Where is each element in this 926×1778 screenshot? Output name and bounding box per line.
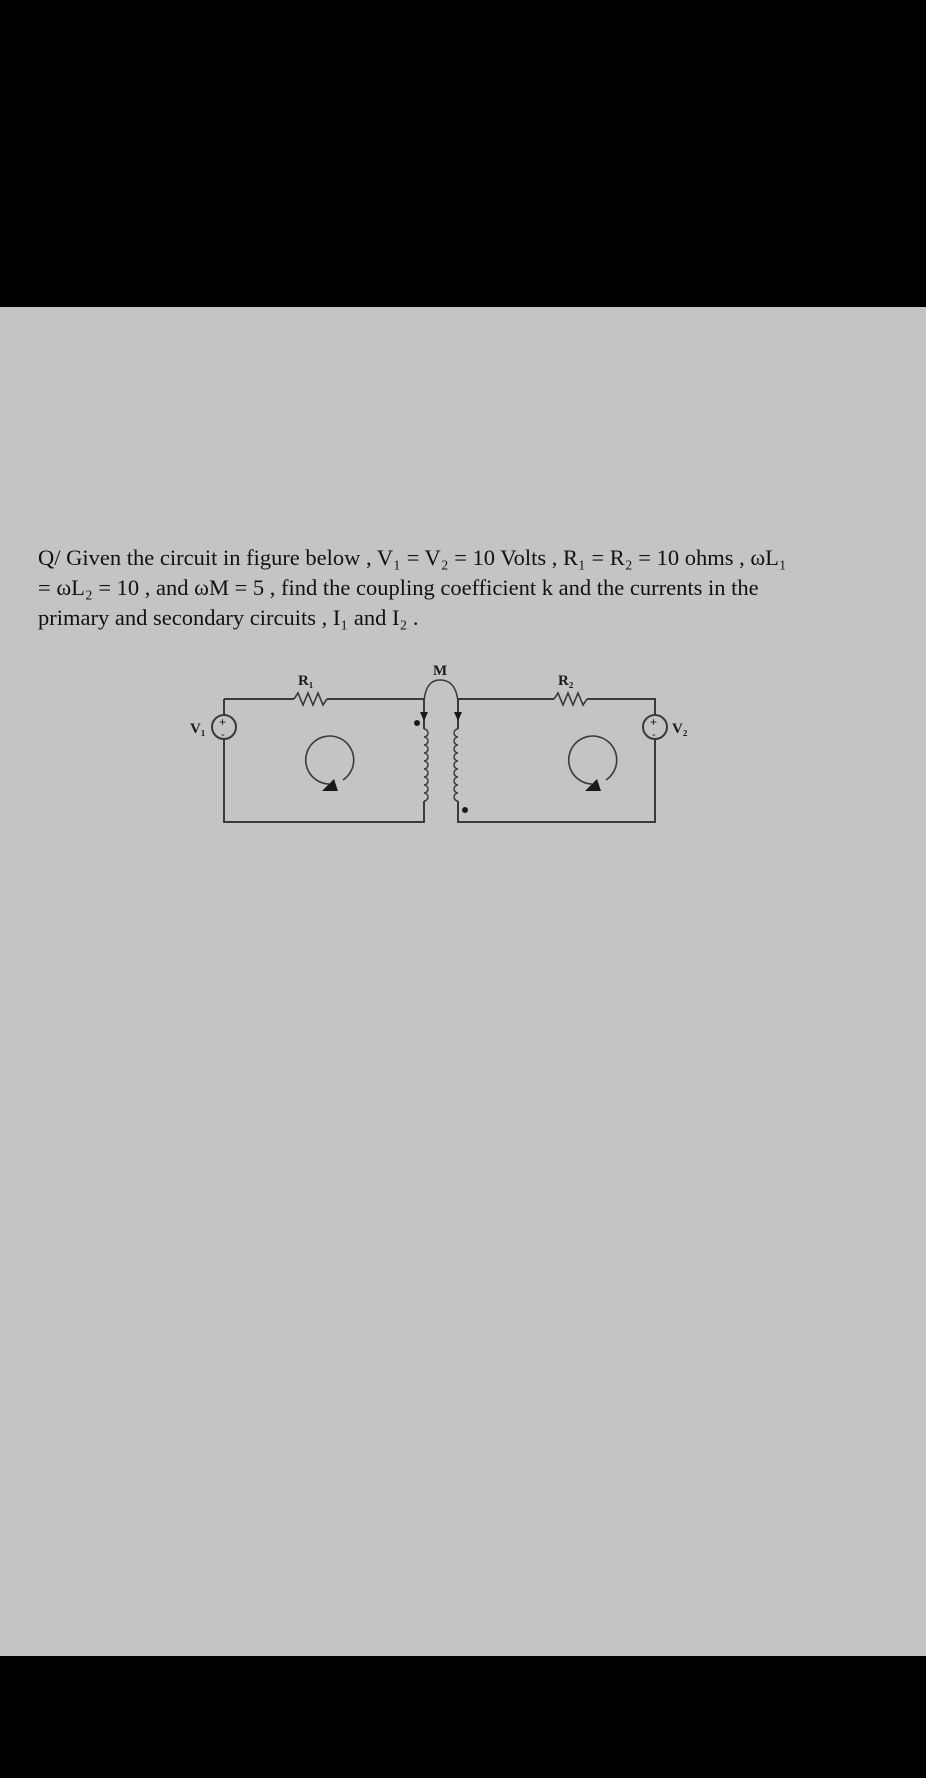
question-text: [38, 543, 888, 633]
v1-plus-sign: +: [219, 715, 227, 729]
circuit-diagram: [160, 649, 688, 849]
question-line-3: primary and secondary circuits , I₁ and I₂ .: [38, 605, 419, 630]
primary-coil: [424, 729, 428, 801]
label-v2: V₂: [672, 721, 688, 737]
label-r1: R₁: [298, 673, 314, 689]
bottom-black-bar: [0, 1656, 926, 1778]
primary-wire-top-right: [327, 699, 424, 729]
v2-minus-sign: -: [652, 729, 656, 741]
loop-current-i1-arrowhead: [322, 779, 338, 791]
mutual-arrowhead-left: [420, 712, 428, 721]
loop-current-i2-arrowhead: [585, 779, 601, 791]
primary-wire-left-lower: [224, 739, 424, 822]
primary-polarity-dot: [414, 720, 420, 726]
question-line-2: = ωL₂ = 10 , and ωM = 5 , find the coupling coefficient k and the currents in the: [38, 575, 759, 600]
secondary-polarity-dot: [462, 807, 468, 813]
mutual-inductance-arc: [424, 680, 458, 714]
question-line-1: Q/ Given the circuit in figure below , V₁ = V₂ = 10 Volts , R₁ = R₂ = 10 ohms , ωL₁: [38, 545, 787, 570]
v1-minus-sign: -: [221, 729, 225, 741]
secondary-coil: [454, 729, 458, 801]
label-r2: R₂: [558, 673, 574, 689]
top-black-bar: [0, 0, 926, 307]
loop-current-i2-arc: [569, 736, 617, 784]
mutual-arrowhead-right: [454, 712, 462, 721]
label-v1: V₁: [190, 721, 206, 737]
content-area: [0, 307, 926, 1656]
v2-plus-sign: +: [650, 715, 658, 729]
resistor-r2: [554, 693, 587, 705]
label-m: M: [433, 663, 448, 679]
secondary-wire-top-right: [587, 699, 655, 715]
secondary-wire-top-left: [458, 699, 554, 729]
resistor-r1: [294, 693, 327, 705]
loop-current-i1-arc: [306, 736, 354, 784]
secondary-wire-lower: [458, 739, 655, 822]
